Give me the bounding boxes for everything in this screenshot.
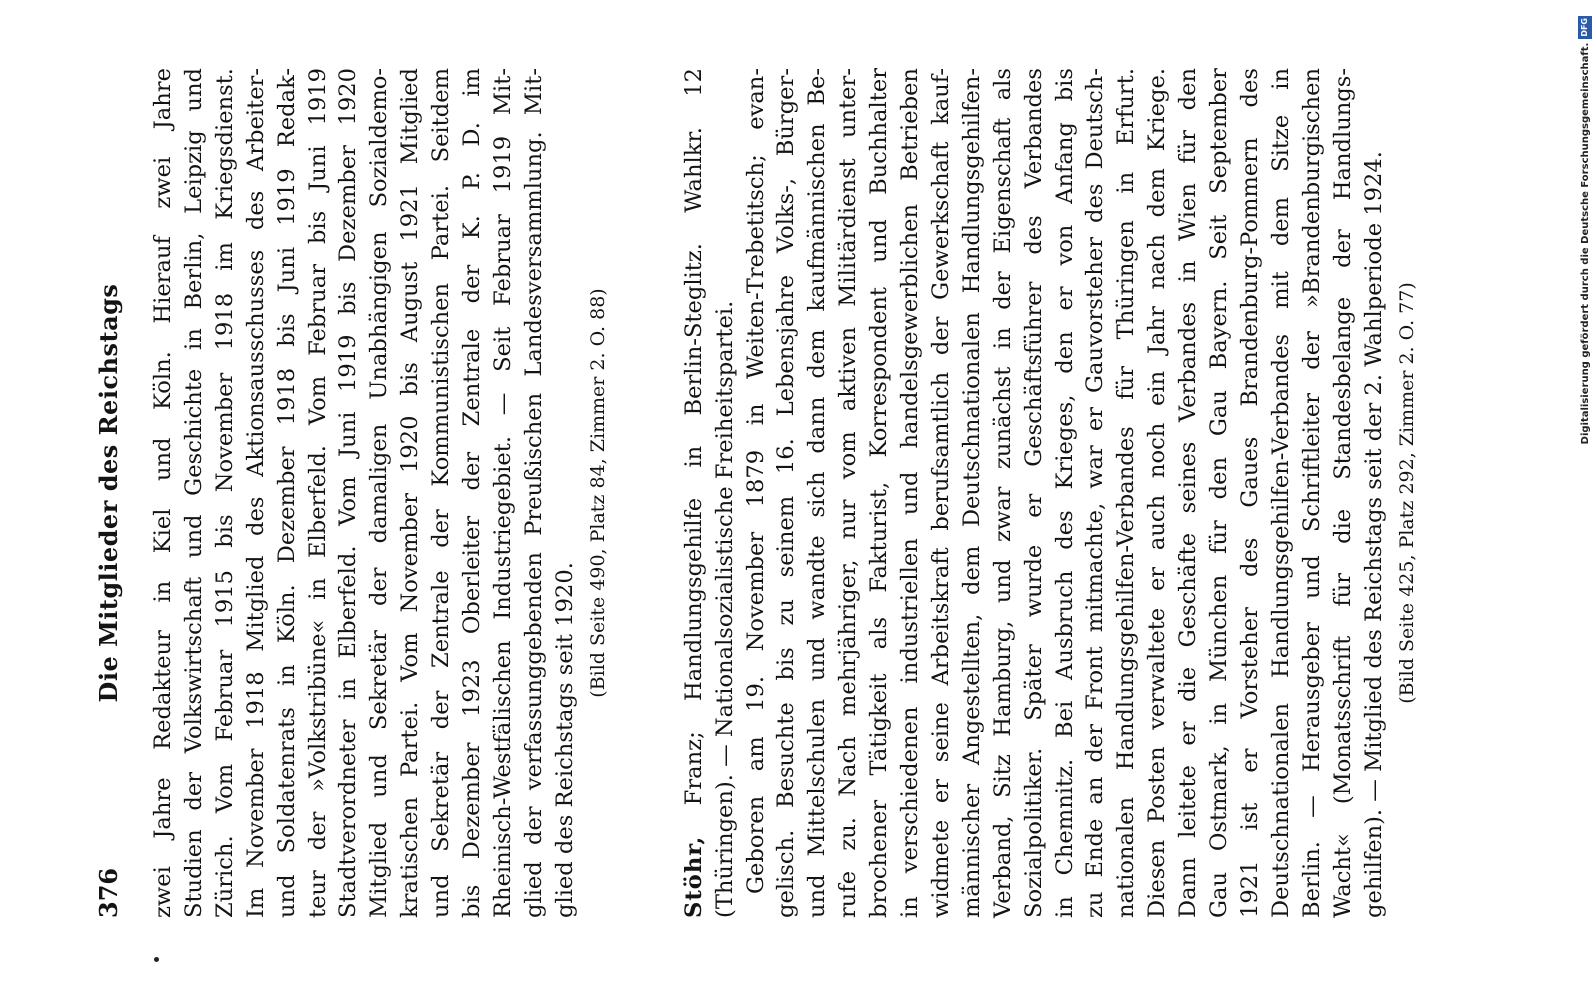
entry-1-line: Im November 1918 Mitglied des Aktionsausschusses des Arbeiter-	[242, 68, 269, 918]
entry-1-bild-note: (Bild Seite 490, Platz 84, Zimmer 2. O. 88)	[586, 288, 609, 698]
entry-1-line: Rheinisch-Westfälischen Industriegebiet. — Seit Februar 1919 Mit-	[489, 68, 516, 918]
entry-2-line: widmete er seine Arbeitskraft berufsamtlich der Gewerkschaft kauf-	[927, 68, 954, 918]
dfg-logo: DFG	[1578, 16, 1592, 39]
page-header	[86, 68, 132, 918]
running-title: Die Mitglieder des Reichstags	[94, 283, 123, 703]
entry-1-line: zwei Jahre Redakteur in Kiel und Köln. Hierauf zwei Jahre	[150, 68, 176, 918]
entry-2-line: Geboren am 19. November 1879 in Weiten-Trebetitsch; evan-	[742, 68, 769, 894]
entry-2-name: Stöhr,	[680, 835, 707, 918]
entry-1-line: Studien der Volkswirtschaft und Geschichte in Berlin, Leipzig und	[180, 68, 207, 918]
entry-2-line: Verband, Sitz Hamburg, und zwar zunächst in der Eigenschaft als	[989, 68, 1016, 918]
digitization-credit	[1576, 16, 1594, 982]
entry-1-text	[148, 68, 581, 918]
entry-2-line: Deutschnationalen Handlungsgehilfen-Verbandes mit dem Sitze in	[1267, 68, 1294, 918]
stray-dot	[154, 957, 159, 962]
entry-2-line: Diesen Posten verwaltete er auch noch ein Jahr nach dem Kriege.	[1144, 68, 1171, 918]
entry-1-line: glied des Reichstags seit 1920.	[551, 562, 578, 918]
page-number: 376	[94, 867, 123, 918]
entry-1-line: teur der »Volkstribüne« in Elberfeld. Vom Februar bis Juni 1919	[304, 68, 331, 918]
entry-2-line: rufe zu. Nach mehrjähriger, nur vom aktiven Militärdienst unter-	[835, 68, 862, 918]
entry-2-line: männischer Angestellten, dem Deutschnationalen Handlungsgehilfen-	[958, 68, 985, 918]
entry-1-line: und Soldatenrats in Köln. Dezember 1918 bis Juni 1919 Redak-	[273, 68, 300, 918]
entry-2-line: Berlin. — Herausgeber und Schriftleiter der »Brandenburgischen	[1298, 68, 1325, 918]
entry-1-line: bis Dezember 1923 Oberleiter der Zentrale der K. P. D. im	[459, 68, 486, 918]
entry-2-line: nationalen Handlungsgehilfen-Verbandes für Thüringen in Erfurt.	[1113, 68, 1140, 918]
entry-2-line: gelisch. Besuchte bis zu seinem 16. Lebensjahre Volks-, Bürger-	[773, 68, 800, 918]
entry-1-line: Mitglied und Sekretär der damaligen Unabhängigen Sozialdemo-	[366, 68, 393, 918]
entry-2-bild-note: (Bild Seite 425, Platz 292, Zimmer 2. O. 77)	[1395, 282, 1418, 704]
entry-1-line: kratischen Partei. Vom November 1920 bis August 1921 Mitglied	[397, 68, 424, 918]
entry-2-line: Sozialpolitiker. Später wurde er Geschäftsführer des Verbandes	[1020, 68, 1047, 918]
entry-1-line: glied der verfassunggebenden Preußischen Landesversammlung. Mit-	[520, 68, 547, 918]
entry-2-line: Wacht« (Monatsschrift für die Standesbelange der Handlungs-	[1329, 68, 1356, 918]
entry-2-line: 1921 ist er Vorsteher des Gaues Brandenburg-Pommern des	[1237, 68, 1263, 918]
credit-text: Digitalisierung gefördert durch die Deutsche Forschungsgemeinschaft.	[1579, 42, 1591, 445]
entry-2-line: in Chemnitz. Bei Ausbruch des Krieges, den er von Anfang bis	[1051, 68, 1078, 918]
entry-2-line: Dann leitete er die Geschäfte seines Verbandes in Wien für den	[1175, 68, 1202, 918]
entry-2-line: brochener Tätigkeit als Fakturist, Korrespondent und Buchhalter	[866, 68, 893, 918]
entry-2-line: und Mittelschulen und wandte sich dann dem kaufmännischen Be-	[804, 68, 831, 918]
entry-2-heading-rest: Franz; Handlungsgehilfe in Berlin-Steglitz. Wahlkr. 12	[680, 68, 707, 806]
entry-2-line: in verschiedenen industriellen und handelsgewerblichen Betrieben	[897, 68, 924, 918]
entry-1-line: und Sekretär der Zentrale der Kommunistischen Partei. Seitdem	[428, 68, 455, 918]
entry-2-heading-line2: (Thüringen). — Nationalsozialistische Freiheitspartei.	[711, 300, 738, 918]
entry-2-text	[679, 68, 1390, 918]
rotated-page	[86, 68, 1476, 918]
entry-2-heading	[679, 68, 710, 918]
entry-2-line: zu Ende an der Front mitmachte, war er Gauvorsteher des Deutsch-	[1082, 68, 1109, 918]
entry-2-line: gehilfen). — Mitglied des Reichstags seit der 2. Wahlperiode 1924.	[1360, 151, 1387, 918]
entry-1-line: Stadtverordneter in Elberfeld. Vom Juni 1919 bis Dezember 1920	[335, 68, 362, 918]
entry-1-line: Zürich. Vom Februar 1915 bis November 1918 im Kriegsdienst.	[211, 68, 238, 918]
entry-2-line: Gau Ostmark, in München für den Gau Bayern. Seit September	[1206, 68, 1233, 918]
